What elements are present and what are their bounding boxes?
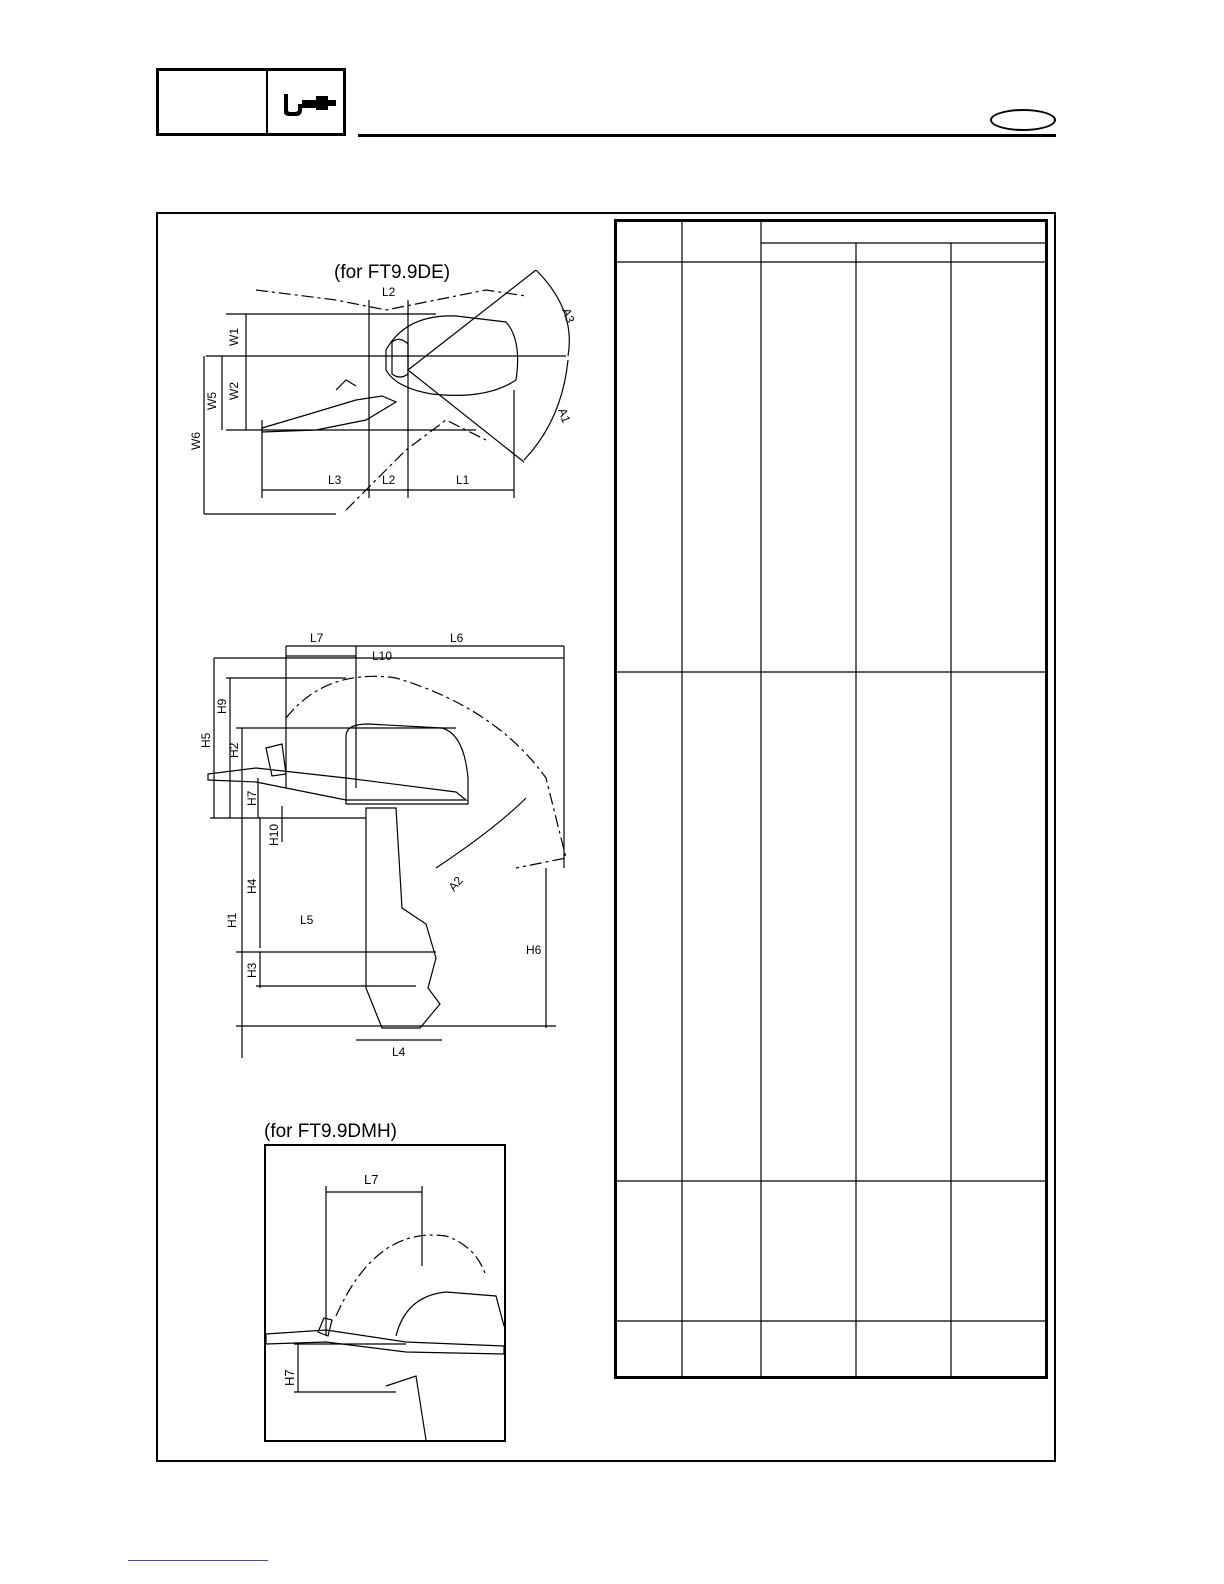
label-a1: A1 [555, 406, 574, 425]
label-l2-top: L2 [382, 285, 396, 299]
label-a2: A2 [445, 873, 466, 894]
label-l2-bottom: L2 [382, 473, 396, 487]
label-l3: L3 [328, 473, 342, 487]
label-w1: W1 [227, 328, 241, 346]
inset-label-l7: L7 [364, 1172, 379, 1187]
label-h2: H2 [227, 742, 241, 758]
top-view-caption: (for FT9.9DE) [334, 262, 451, 283]
specification-table-grid [614, 219, 1048, 1379]
micrometer-icon [278, 88, 338, 118]
top-view-diagram [186, 270, 606, 530]
label-h6: H6 [526, 943, 542, 957]
label-h3: H3 [245, 962, 259, 978]
label-l10: L10 [372, 649, 393, 663]
language-badge [990, 109, 1056, 131]
label-h7: H7 [245, 790, 259, 806]
label-a3: A3 [559, 306, 578, 325]
side-view-diagram [196, 628, 596, 1058]
label-l5: L5 [300, 913, 314, 927]
label-h4: H4 [245, 878, 259, 894]
inset-label-h7: H7 [282, 1369, 297, 1386]
inset-caption: (for FT9.9DMH) [264, 1121, 397, 1142]
label-l1: L1 [456, 473, 470, 487]
section-tab-divider [266, 68, 268, 136]
header-rule [358, 134, 1056, 137]
label-h9: H9 [215, 698, 229, 714]
label-l6: L6 [450, 631, 464, 645]
label-l4: L4 [392, 1045, 406, 1058]
footer-link-underline [128, 1560, 268, 1561]
label-l7: L7 [310, 631, 324, 645]
label-w2: W2 [227, 382, 241, 400]
label-h1: H1 [225, 912, 239, 928]
label-w6: W6 [189, 432, 203, 450]
label-h10: H10 [267, 823, 281, 846]
label-w5: W5 [205, 392, 219, 410]
inset-diagram [266, 1146, 504, 1440]
label-h5: H5 [199, 732, 213, 748]
